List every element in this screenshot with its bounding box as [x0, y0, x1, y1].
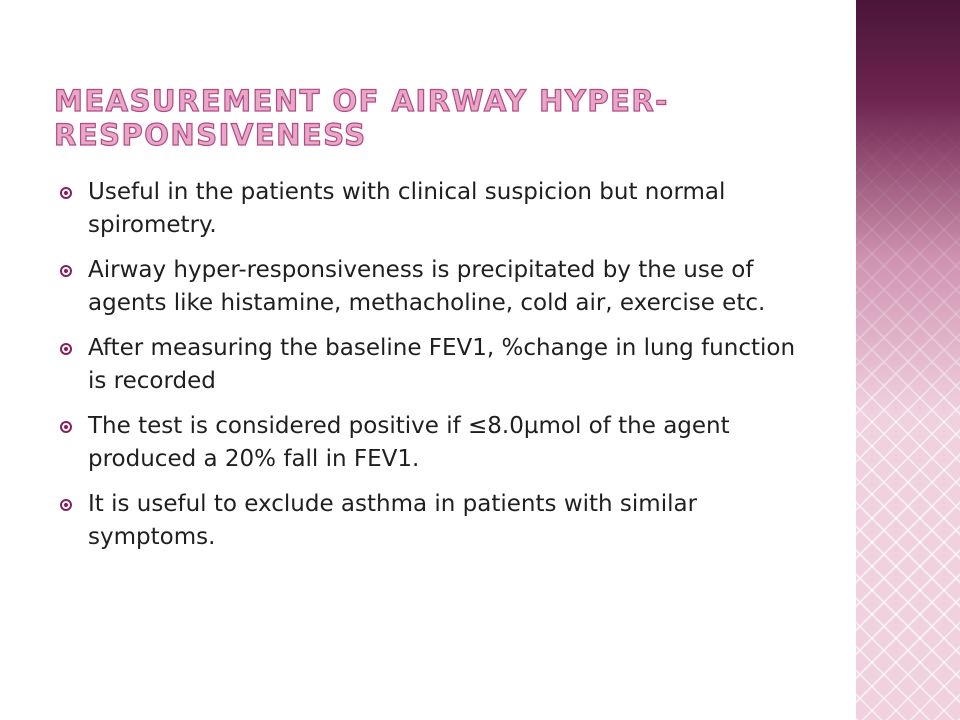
side-panel-gradient [856, 0, 960, 720]
bullet-list [60, 176, 800, 566]
bullet-item [60, 332, 800, 398]
circled-dot-icon [60, 265, 72, 277]
bullet-text: The test is considered positive if ≤8.0µmol of the agent produced a 20% fall in FEV1. [88, 413, 730, 472]
bullet-item [60, 254, 800, 320]
bullet-text: Useful in the patients with clinical suspicion but normal spirometry. [88, 179, 726, 238]
slide-title: MEASUREMENT OF AIRWAY HYPER-RESPONSIVENESS [54, 84, 669, 152]
bullet-item [60, 410, 800, 476]
bullet-item [60, 488, 800, 554]
bullet-text: After measuring the baseline FEV1, %change in lung function is recorded [88, 335, 796, 394]
circled-dot-icon [60, 499, 72, 511]
circled-dot-icon [60, 421, 72, 433]
bullet-item [60, 176, 800, 242]
circled-dot-icon [60, 343, 72, 355]
bullet-text: Airway hyper-responsiveness is precipitated by the use of agents like histamine, methacholine, cold air, exercise etc. [88, 257, 766, 316]
bullet-text: It is useful to exclude asthma in patients with similar symptoms. [88, 491, 698, 550]
decorative-side-panel [856, 0, 960, 720]
circled-dot-icon [60, 187, 72, 199]
